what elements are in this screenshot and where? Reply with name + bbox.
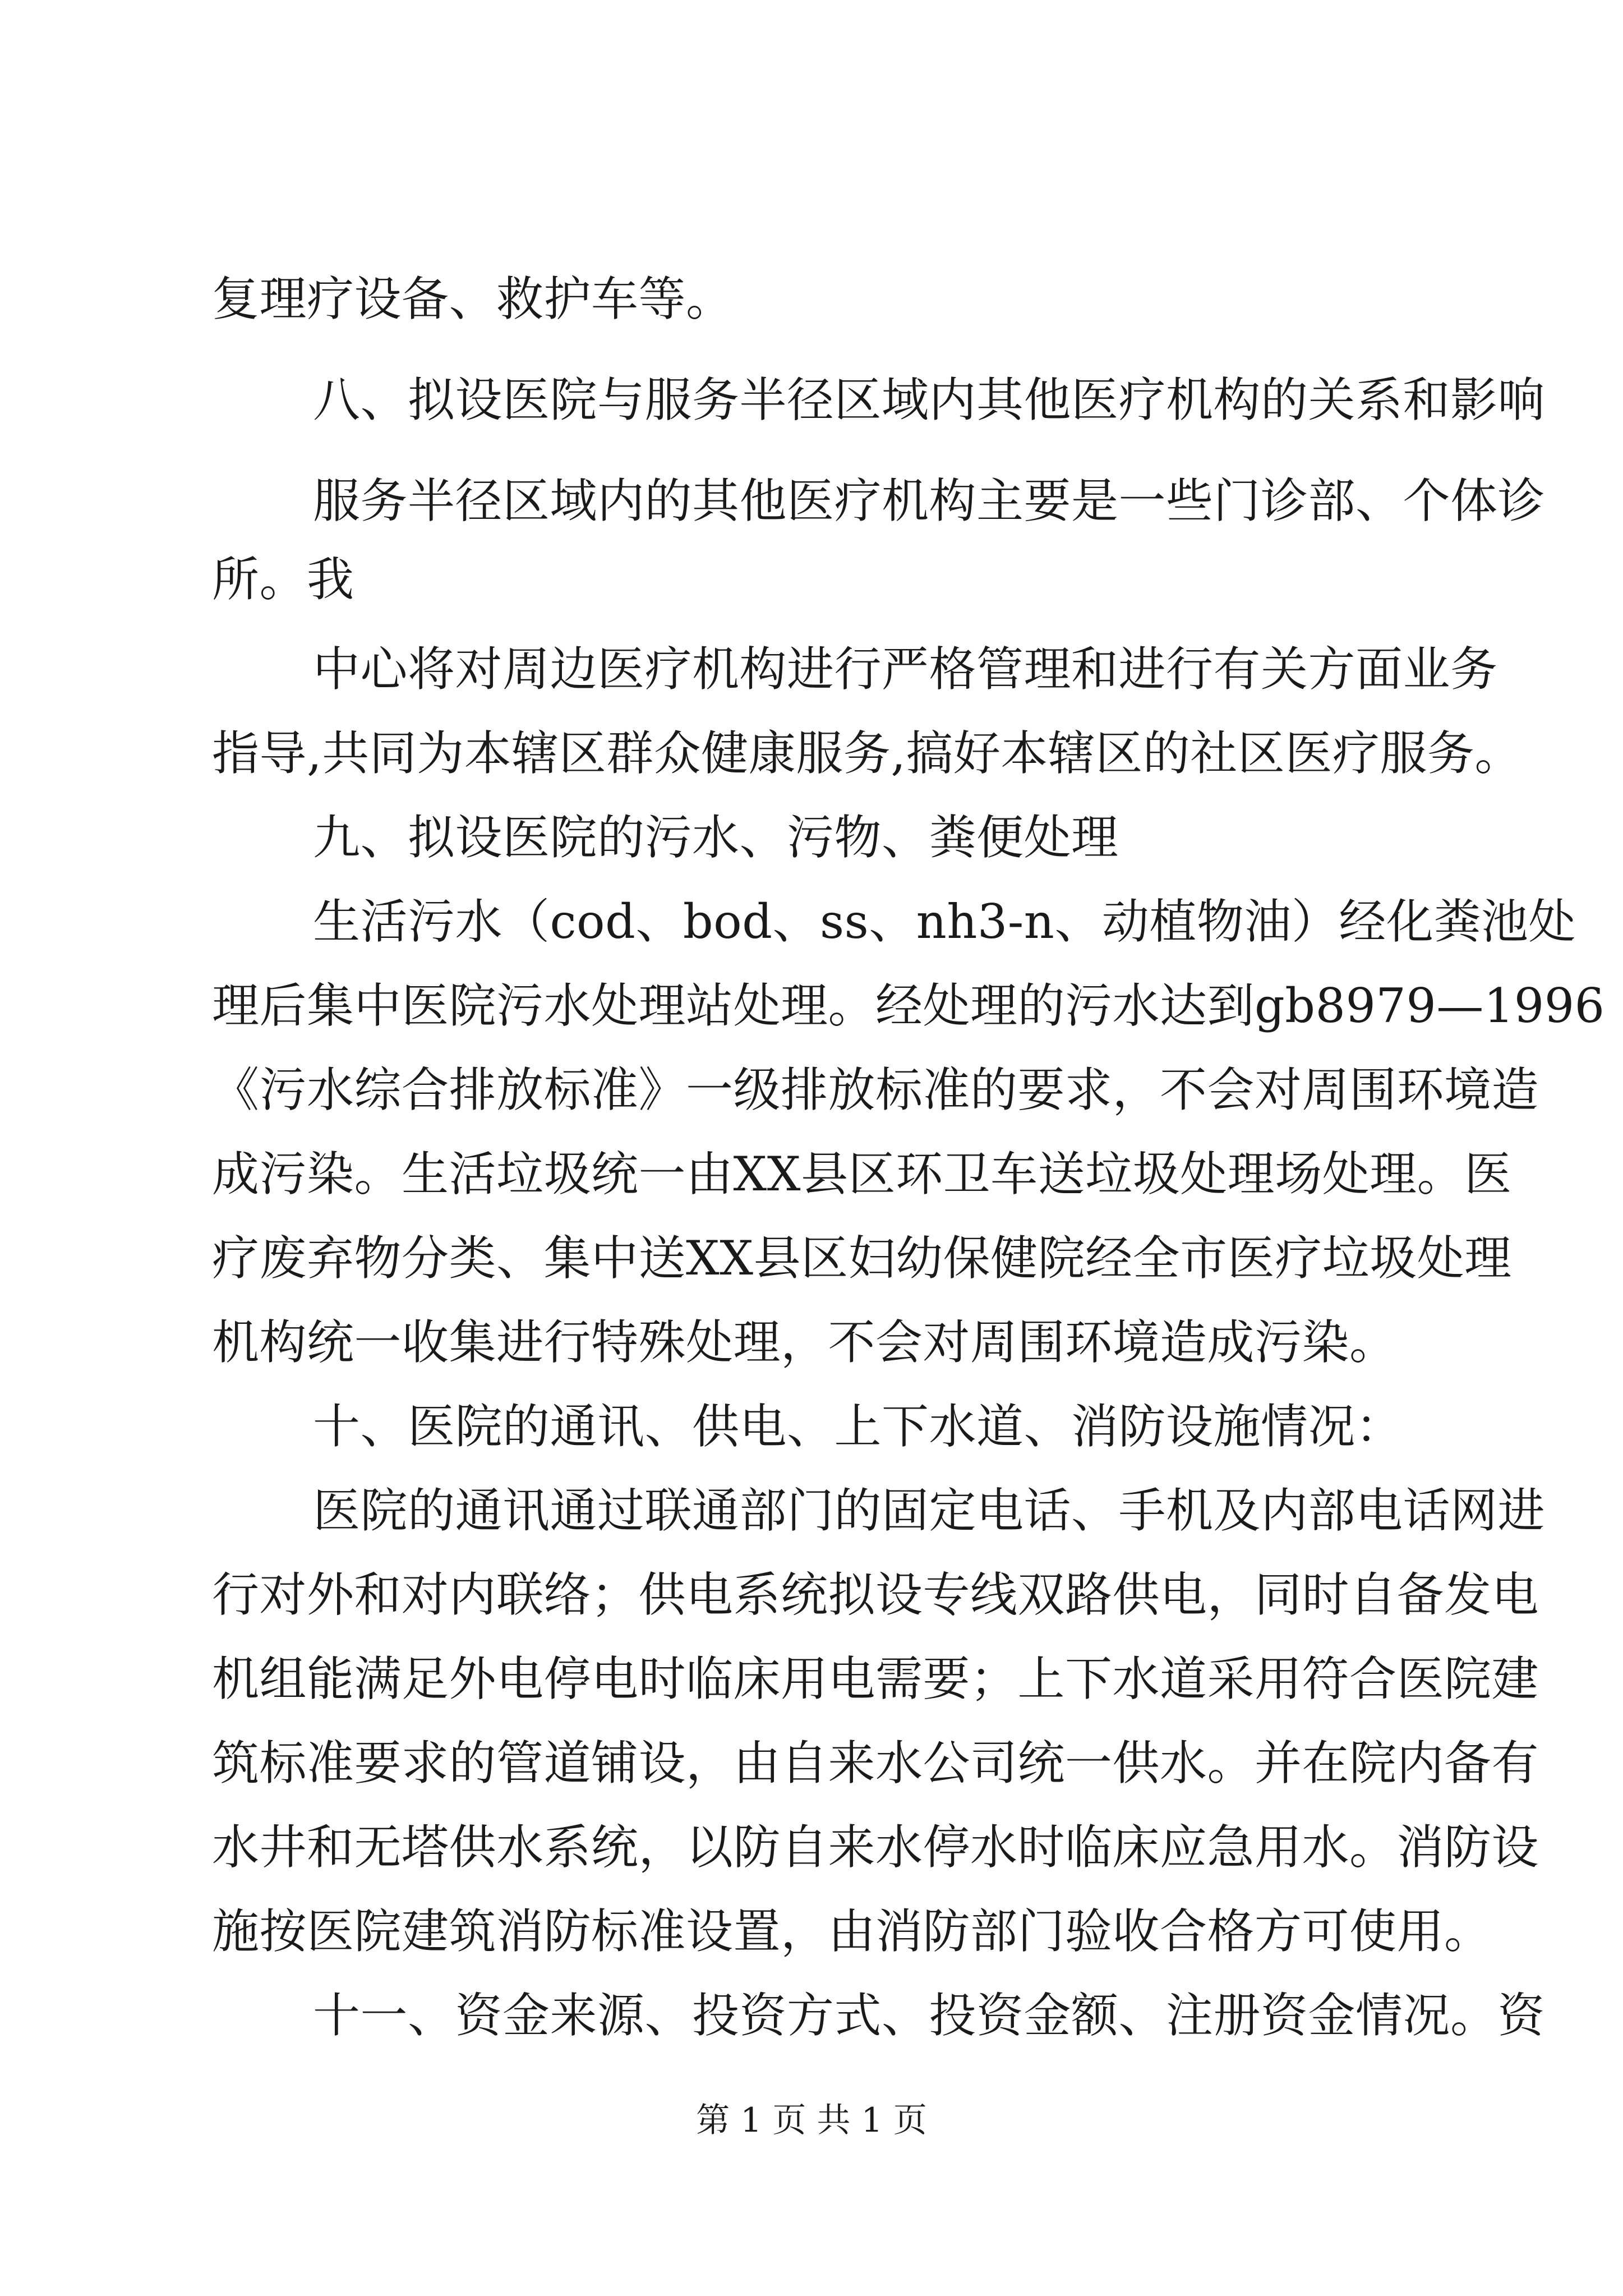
page-number-footer: 第 1 页 共 1 页 <box>696 2101 927 2140</box>
section-heading: 十、医院的通讯、供电、上下水道、消防设施情况： <box>313 1399 1403 1454</box>
text-line: 指导,共同为本辖区群众健康服务,搞好本辖区的社区医疗服务。 <box>212 726 1522 781</box>
text-line: 筑标准要求的管道铺设，由自来水公司统一供水。并在院内备有 <box>212 1736 1539 1791</box>
text-line: 中心将对周边医疗机构进行严格管理和进行有关方面业务 <box>313 642 1498 697</box>
section-heading: 九、拟设医院的污水、污物、粪便处理 <box>313 810 1119 865</box>
text-line: 《污水综合排放标准》一级排放标准的要求，不会对周围环境造 <box>212 1062 1539 1117</box>
section-heading: 八、拟设医院与服务半径区域内其他医疗机构的关系和影响 <box>313 372 1546 427</box>
section-heading: 十一、资金来源、投资方式、投资金额、注册资金情况。资 <box>313 1988 1546 2043</box>
text-line: 行对外和对内联络；供电系统拟设专线双路供电，同时自备发电 <box>212 1567 1539 1622</box>
text-line: 机构统一收集进行特殊处理，不会对周围环境造成污染。 <box>212 1315 1397 1370</box>
text-line: 成污染。生活垃圾统一由XX县区环卫车送垃圾处理场处理。医 <box>212 1147 1512 1202</box>
text-line: 服务半径区域内的其他医疗机构主要是一些门诊部、个体诊 <box>313 473 1546 528</box>
text-line: 机组能满足外电停电时临床用电需要；上下水道采用符合医院建 <box>212 1651 1539 1706</box>
text-line: 所。我 <box>212 552 354 607</box>
text-line: 疗废弃物分类、集中送XX县区妇幼保健院经全市医疗垃圾处理 <box>212 1231 1512 1286</box>
text-line: 生活污水（cod、bod、ss、nh3-n、动植物油）经化粪池处 <box>313 894 1576 949</box>
text-line: 施按医院建筑消防标准设置，由消防部门验收合格方可使用。 <box>212 1904 1492 1959</box>
text-line: 复理疗设备、救护车等。 <box>212 272 734 326</box>
text-line: 医院的通讯通过联通部门的固定电话、手机及内部电话网进 <box>313 1483 1546 1538</box>
text-line: 水井和无塔供水系统，以防自来水停水时临床应急用水。消防设 <box>212 1820 1539 1875</box>
text-line: 理后集中医院污水处理站处理。经处理的污水达到gb8979—1996 <box>212 978 1605 1033</box>
